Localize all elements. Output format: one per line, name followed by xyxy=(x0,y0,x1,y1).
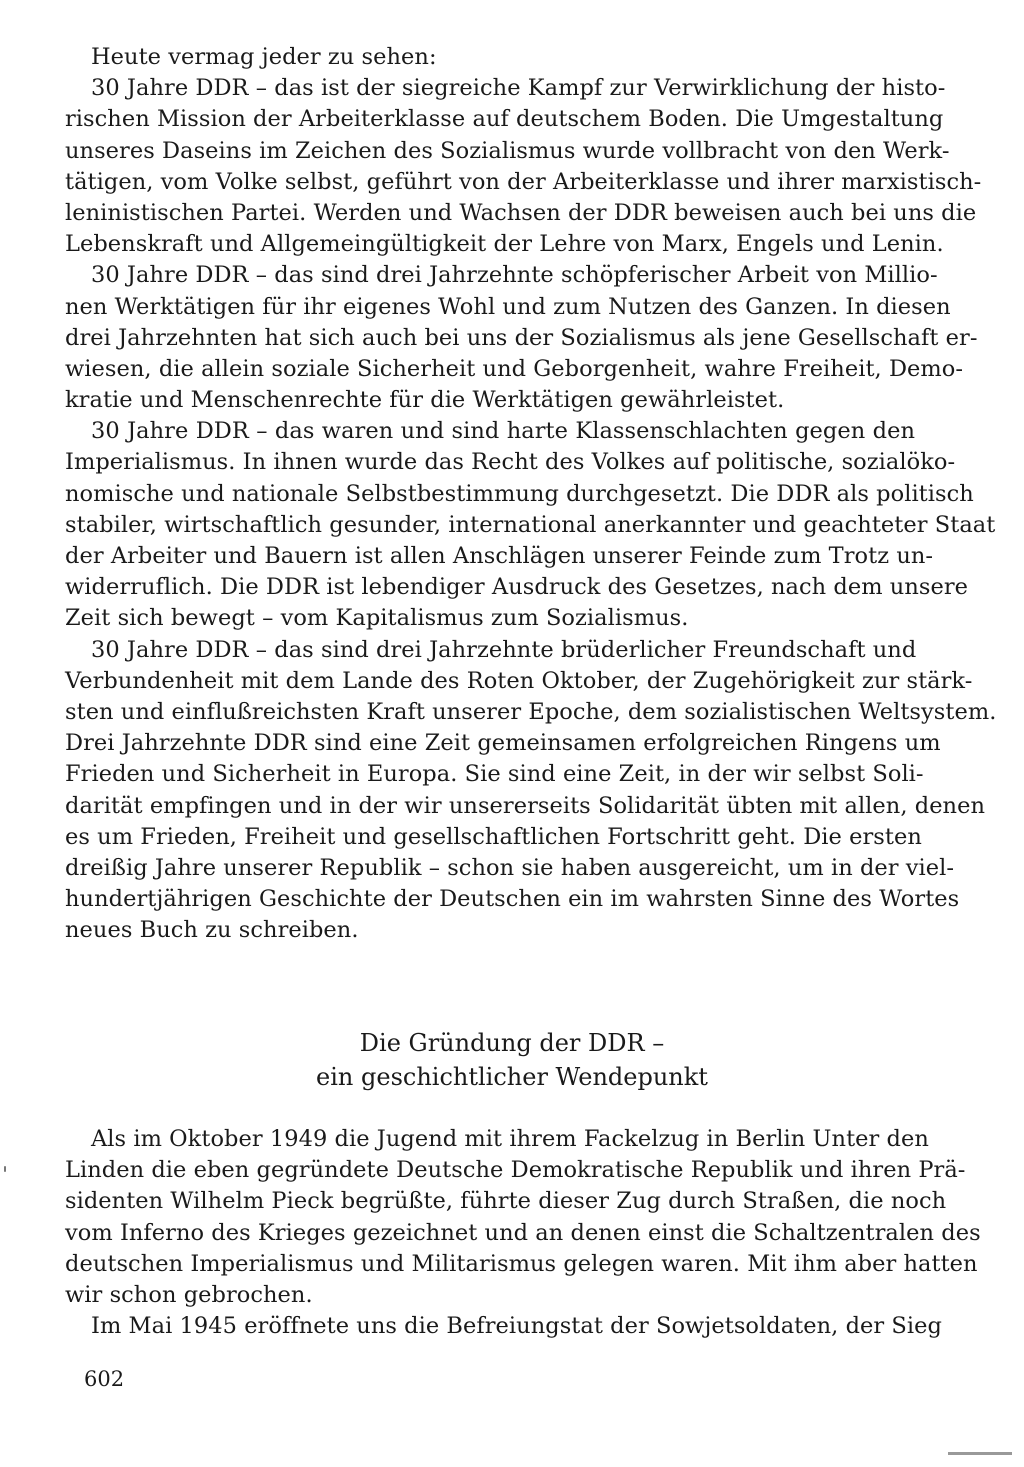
text-line: der Arbeiter und Bauern ist allen Anschlägen unserer Feinde zum Trotz un- xyxy=(65,543,934,569)
page-number: 602 xyxy=(84,1367,125,1391)
text-line: 30 Jahre DDR – das ist der siegreiche Kampf zur Verwirklichung der histo- xyxy=(91,75,946,102)
text-line: Drei Jahrzehnte DDR sind eine Zeit gemeinsamen erfolgreichen Ringens um xyxy=(65,730,941,757)
text-line: deutschen Imperialismus und Militarismus gelegen waren. Mit ihm aber hatten xyxy=(65,1250,978,1277)
section-1-text xyxy=(65,42,997,946)
text-line: 30 Jahre DDR – das sind drei Jahrzehnte schöpferischer Arbeit von Millio- xyxy=(91,262,938,289)
text-line: sidenten Wilhelm Pieck begrüßte, führte dieser Zug durch Straßen, die noch xyxy=(65,1188,947,1215)
text-line: drei Jahrzehnten hat sich auch bei uns der Sozialismus als jene Gesellschaft er- xyxy=(65,324,978,351)
text-line: vom Inferno des Krieges gezeichnet und an denen einst die Schaltzentralen des xyxy=(65,1219,981,1246)
text-line: stabiler, wirtschaftlich gesunder, international anerkannter und geachteter Staat xyxy=(65,511,996,538)
text-line: neues Buch zu schreiben. xyxy=(65,917,359,944)
text-line: sten und einflußreichsten Kraft unserer Epoche, dem sozialistischen Weltsystem. xyxy=(65,698,997,725)
text-line: 30 Jahre DDR – das sind drei Jahrzehnte brüderlicher Freundschaft und xyxy=(91,636,917,663)
section-heading xyxy=(0,1026,1024,1094)
text-line: rischen Mission der Arbeiterklasse auf deutschem Boden. Die Umgestaltung xyxy=(65,106,944,133)
text-line: unseres Daseins im Zeichen des Sozialismus wurde vollbracht von den Werk- xyxy=(65,137,950,164)
text-line: leninistischen Partei. Werden und Wachsen der DDR beweisen auch bei uns die xyxy=(65,199,977,226)
text-line: Als im Oktober 1949 die Jugend mit ihrem Fackelzug in Berlin Unter den xyxy=(91,1126,929,1152)
text-line: darität empfingen und in der wir unsererseits Solidarität übten mit allen, denen xyxy=(65,792,986,819)
scan-speck xyxy=(4,1166,6,1172)
text-line: Lebenskraft und Allgemeingültigkeit der Lehre von Marx, Engels und Lenin. xyxy=(65,231,944,258)
text-line: nen Werktätigen für ihr eigenes Wohl und zum Nutzen des Ganzen. In diesen xyxy=(65,293,951,320)
text-line: 30 Jahre DDR – das waren und sind harte Klassenschlachten gegen den xyxy=(91,418,915,445)
text-line: Im Mai 1945 eröffnete uns die Befreiungstat der Sowjetsoldaten, der Sieg xyxy=(91,1313,942,1340)
text-line: dreißig Jahre unserer Republik – schon sie haben ausgereicht, um in der viel- xyxy=(65,854,955,881)
text-line: tätigen, vom Volke selbst, geführt von der Arbeiterklasse und ihrer marxistisch- xyxy=(65,168,982,195)
scan-edge-mark xyxy=(948,1452,1012,1455)
section-2-text xyxy=(65,1124,981,1342)
text-line: es um Frieden, Freiheit und gesellschaftlichen Fortschritt geht. Die ersten xyxy=(65,823,922,850)
text-line: Verbundenheit mit dem Lande des Roten Oktober, der Zugehörigkeit zur stärk- xyxy=(65,667,973,694)
text-line: Zeit sich bewegt – vom Kapitalismus zum Sozialismus. xyxy=(65,605,689,632)
heading-line-2: ein geschichtlicher Wendepunkt xyxy=(316,1063,708,1091)
text-line: widerruflich. Die DDR ist lebendiger Ausdruck des Gesetzes, nach dem unsere xyxy=(65,574,969,601)
heading-line-1: Die Gründung der DDR – xyxy=(359,1029,665,1057)
text-line: Linden die eben gegründete Deutsche Demokratische Republik und ihren Prä- xyxy=(65,1157,966,1184)
text-line: nomische und nationale Selbstbestimmung durchgesetzt. Die DDR als politisch xyxy=(65,480,974,507)
text-line: Imperialismus. In ihnen wurde das Recht des Volkes auf politische, sozialöko- xyxy=(65,449,956,476)
text-line: hundertjährigen Geschichte der Deutschen ein im wahrsten Sinne des Wortes xyxy=(65,886,960,913)
text-line: wiesen, die allein soziale Sicherheit und Geborgenheit, wahre Freiheit, Demo- xyxy=(65,355,964,382)
text-line: wir schon gebrochen. xyxy=(65,1281,313,1308)
text-line: kratie und Menschenrechte für die Werktätigen gewährleistet. xyxy=(65,387,785,414)
text-line: Heute vermag jeder zu sehen: xyxy=(91,44,437,70)
text-line: Frieden und Sicherheit in Europa. Sie sind eine Zeit, in der wir selbst Soli- xyxy=(65,761,924,788)
